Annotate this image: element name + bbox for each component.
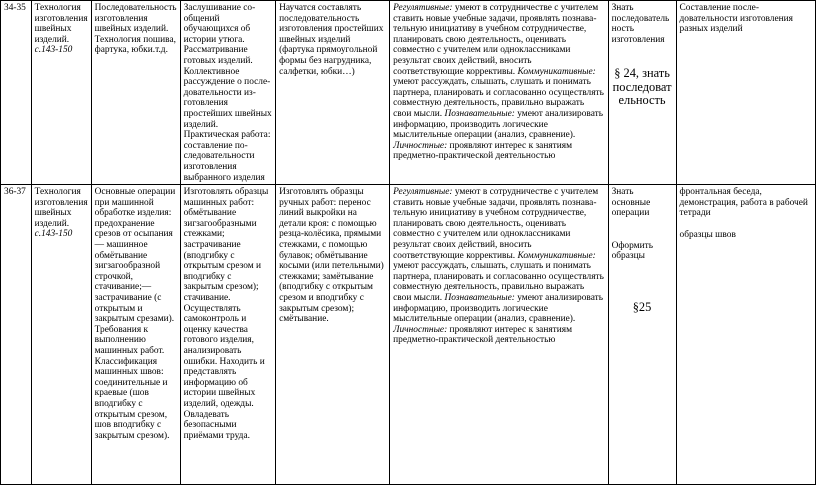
communicative-text: умеют рассуждать, слышать, слушать и понимать партнера, планировать и согласованно осуществлять совместную деятельность, правильно выражать свои мысли. xyxy=(393,77,604,119)
homework-paragraph: § 24, знать последоват ельность xyxy=(612,66,672,108)
cognitive-label: Познавательные: xyxy=(444,108,515,119)
subject-results: Научатся составлять последовательность изготовления простейших швейных изделий (фартука прямоугольной формы без нагрудника, салфетки, юбки…) xyxy=(276,1,390,185)
topic-pages: с.143-150 xyxy=(34,229,73,240)
control-text: фронтальная беседа, демонстрация, работа в рабочей тетради xyxy=(679,187,808,219)
personal-text: проявляют интерес к занятиям предметно-практической деятельностью xyxy=(393,140,573,162)
homework xyxy=(608,185,676,485)
regulative-text: умеют в сотрудничестве с учителем ставить новые учебные задачи, проявлять познава-тельную инициативу в учебном сотрудничестве, планировать свою деятельность, оценивать совместно с учителем или одноклассниками результат своих действий, вносить соответствующие коррективы. xyxy=(393,3,599,77)
lesson-topic xyxy=(31,185,91,485)
communicative-text: умеют рассуждать, слышать, слушать и понимать партнера, планировать и согласованно осуществлять совместную деятельность, правильно выражать свои мысли. xyxy=(393,261,604,304)
table-row xyxy=(1,185,816,485)
cognitive-label: Познавательные: xyxy=(444,293,515,304)
lesson-content: Последовательность изготовления швейных изделий. Технология пошива, фартука, юбки.т.д. xyxy=(91,1,180,185)
communicative-label: Коммуникативные: xyxy=(517,66,596,77)
homework-text-2: Оформить образцы xyxy=(611,240,653,262)
cognitive-text: умеют анализировать информацию, производить логические мыслительные операции (анализ, сравнение). xyxy=(393,293,603,325)
control-text-2: образцы швов xyxy=(679,229,736,240)
student-activity: Изготовлять образцы машинных работ: обмётывание зигзагообразными стежками; застрачивание (вподгибку с открытым срезом и вподгибку с закрытым срезом); стачивание. Осуществлять самоконтроль и оценку качества готового изделия, анализировать ошибки. Находить и представлять информацию об истории швейных изделий, одежды. Овладевать безопасными приёмами труда. xyxy=(180,185,275,485)
homework-text: Знать последователь ность изготовления xyxy=(611,3,670,45)
personal-text: проявляют интерес к занятиям предметно-практической деятельностью xyxy=(393,324,573,346)
table-row xyxy=(1,1,816,185)
lesson-content: Основные операции при машинной обработке изделия: предохранение срезов от осыпания — машинное обмётывание зигзагообразной строчкой, стачивание;— застрачивание (с открытым и закрытым срезами). Требования к выполнению машинных работ. Классификация машинных швов: соединительные и краевые (шов вподгибку с открытым срезом, шов вподгибку с закрытым срезом). xyxy=(91,185,180,485)
homework xyxy=(608,1,676,185)
uud-results xyxy=(390,185,608,485)
personal-label: Личностные: xyxy=(393,324,448,335)
lesson-number: 34-35 xyxy=(1,1,32,185)
uud-results xyxy=(390,1,608,185)
control-form: Составление после-довательности изготовления разных изделий xyxy=(676,1,816,185)
cognitive-text: умеют анализировать информацию, производить логические мыслительные операции (анализ, сравнение). xyxy=(393,108,603,141)
lesson-topic xyxy=(31,1,91,185)
control-form xyxy=(676,185,816,485)
topic-pages: с.143-150 xyxy=(34,45,73,56)
homework-paragraph: §25 xyxy=(632,300,652,315)
subject-results: Изготовлять образцы ручных работ: перенос линий выкройки на детали кроя: с помощью резца-колёсика, прямыми стежками, с помощью булавок; обмётывание косыми (или петельными) стежками; замётывание (вподгибку с открытым срезом и вподгибку с закрытым срезом); смётывание. xyxy=(276,185,390,485)
lesson-number: 36-37 xyxy=(1,185,32,485)
regulative-label: Регулятивные: xyxy=(393,3,453,13)
communicative-label: Коммуникативные: xyxy=(517,250,596,261)
topic-title: Технология изготовления швейных изделий. xyxy=(34,187,88,229)
regulative-label: Регулятивные: xyxy=(393,187,453,198)
homework-text: Знать основные операции xyxy=(611,187,651,219)
personal-label: Личностные: xyxy=(393,140,448,151)
regulative-text: умеют в сотрудничестве с учителем ставить новые учебные задачи, проявлять познава-тельную инициативу в учебном сотрудничестве, планировать свою деятельность, оценивать совместно с учителем или одноклассниками результат своих действий, вносить соответствующие коррективы. xyxy=(393,187,599,261)
topic-title: Технология изготовления швейных изделий. xyxy=(34,3,88,45)
student-activity: Заслушивание со-общений обучающихся об истории утюга. Рассматривание готовых изделий. Коллективное рассуждение о после-довательности из-готовления простейших швейных изделий. Практическая работа: составление по-следовательности изготовления выбранного изделия xyxy=(180,1,275,185)
